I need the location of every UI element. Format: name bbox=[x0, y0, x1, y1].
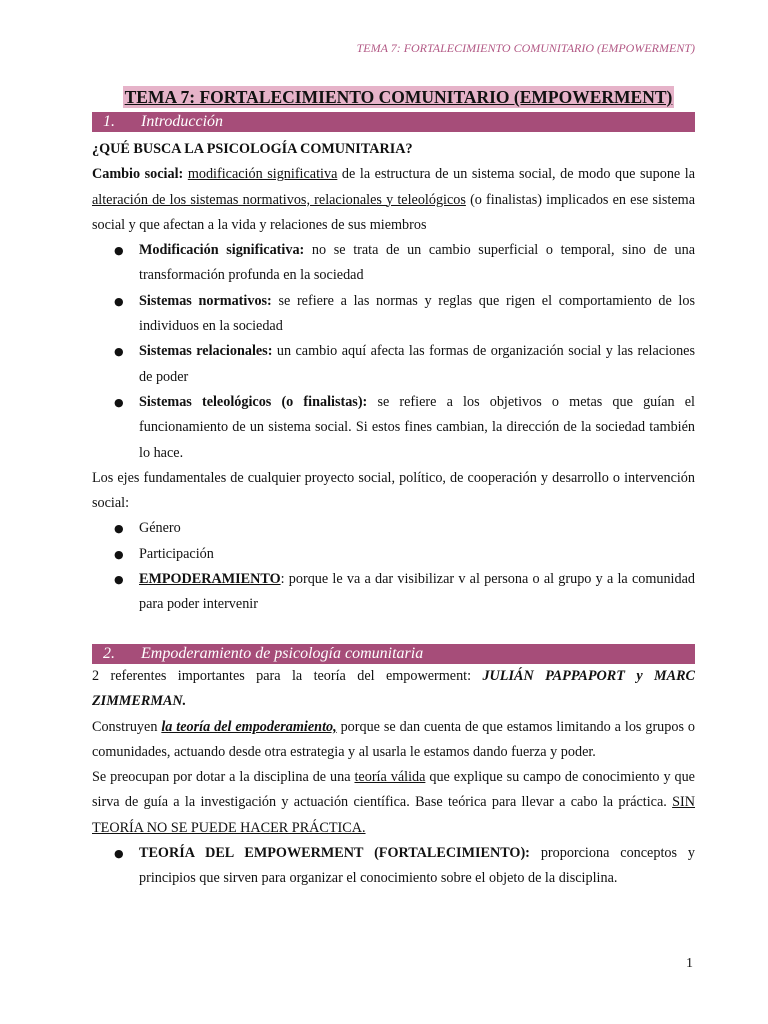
bullet-term: Sistemas normativos: bbox=[139, 292, 272, 309]
construyen-paragraph bbox=[92, 715, 695, 766]
document-title: TEMA 7: FORTALECIMIENTO COMUNITARIO (EMPOWERMENT) bbox=[124, 87, 673, 107]
list-item bbox=[92, 567, 695, 618]
bullet-text: un cambio aquí afecta las formas de organización social y las relaciones de poder bbox=[139, 343, 695, 385]
ejes-bullet-list bbox=[92, 516, 695, 617]
section-2-number: 2. bbox=[103, 645, 115, 662]
ejes-intro: Los ejes fundamentales de cualquier proyecto social, político, de cooperación y desarrollo o intervención social: bbox=[92, 469, 695, 512]
bullet-term: Sistemas relacionales: bbox=[139, 343, 273, 360]
section-2-header bbox=[92, 644, 695, 664]
cambio-link-1: modificación significativa bbox=[187, 166, 338, 183]
referentes-paragraph bbox=[92, 664, 695, 715]
list-item bbox=[92, 542, 695, 567]
bullet-text: se refiere a las normas y reglas que rigen el comportamiento de los individuos en la sociedad bbox=[139, 292, 695, 335]
construyen-text-2: porque se dan cuenta de que estamos limitando a los grupos o comunidades, actuando desde otra estrategia y al usarla le estamos dando fuerza y poder. bbox=[92, 718, 695, 760]
preocupan-paragraph bbox=[92, 765, 695, 841]
list-item bbox=[92, 238, 695, 289]
bullet-text: no se trata de un cambio superficial o temporal, sino de una transformación profunda en la sociedad bbox=[139, 242, 695, 284]
cambio-social-paragraph bbox=[92, 162, 695, 238]
running-header: TEMA 7: FORTALECIMIENTO COMUNITARIO (EMPOWERMENT) bbox=[356, 41, 695, 55]
bullet-text: proporciona conceptos y principios que sirven para organizar el conocimiento sobre el objeto de la disciplina. bbox=[139, 845, 696, 887]
construyen-text-1: Construyen bbox=[92, 718, 162, 735]
section-1-question: ¿QUÉ BUSCA LA PSICOLOGÍA COMUNITARIA? bbox=[92, 141, 413, 157]
bullet-term: TEORÍA DEL EMPOWERMENT (FORTALECIMIENTO): bbox=[139, 845, 530, 862]
list-item bbox=[92, 289, 695, 340]
cambio-social-label: Cambio social: bbox=[92, 166, 184, 183]
eje-empoderamiento-text: : porque le va a dar visibilizar v al persona o al grupo y a la comunidad para poder intervenir bbox=[139, 571, 695, 613]
referentes-names: JULIÁN PAPPAPORT y MARC ZIMMERMAN. bbox=[92, 668, 695, 710]
eje-participacion: Participación bbox=[139, 545, 214, 562]
list-item bbox=[92, 516, 695, 541]
construyen-link: la teoría del empoderamiento, bbox=[161, 718, 337, 735]
bullet-term: Modificación significativa: bbox=[139, 242, 305, 259]
eje-empoderamiento-term: EMPODERAMIENTO bbox=[139, 571, 281, 588]
section-1-header bbox=[92, 112, 695, 132]
cambio-text-2: (o finalistas) implicados en ese sistema social y que afectan a la vida y relaciones de sus miembros bbox=[92, 191, 695, 233]
bullet-text: se refiere a los objetivos o metas que guían el funcionamiento de un sistema social. Si estos fines cambian, la dirección de la sociedad también lo hace. bbox=[139, 393, 695, 461]
preocupan-link: teoría válida bbox=[354, 769, 426, 786]
page-number: 1 bbox=[686, 956, 693, 971]
eje-genero: Género bbox=[139, 520, 181, 537]
preocupan-link-2: SIN TEORÍA NO SE PUEDE HACER PRÁCTICA. bbox=[92, 794, 695, 836]
cambio-bullet-list bbox=[92, 238, 695, 466]
list-item bbox=[92, 841, 695, 892]
preocupan-text-2: que explique su campo de conocimiento y que sirva de guía a la investigación y actuación científica. Base teórica para llevar a cabo la práctica. bbox=[92, 769, 695, 811]
section-1-number: 1. bbox=[103, 113, 115, 130]
list-item bbox=[92, 390, 695, 466]
bullet-term: Sistemas teleológicos (o finalistas): bbox=[139, 393, 368, 410]
section-2-body bbox=[92, 664, 695, 892]
section-1-body bbox=[92, 137, 695, 618]
cambio-text-1: de la estructura de un sistema social, de modo que supone la bbox=[337, 166, 696, 183]
title-wrap bbox=[116, 86, 681, 108]
referentes-text: 2 referentes importantes para la teoría del empowerment: bbox=[92, 668, 483, 684]
preocupan-text-1: Se preocupan por dotar a la disciplina de una bbox=[92, 769, 355, 786]
section-1-title: Introducción bbox=[141, 113, 224, 130]
empowerment-bullet-list bbox=[92, 841, 695, 892]
section-2-title: Empoderamiento de psicología comunitaria bbox=[141, 645, 424, 662]
list-item bbox=[92, 339, 695, 390]
cambio-link-2: alteración de los sistemas normativos, relacionales y teleológicos bbox=[92, 191, 466, 208]
